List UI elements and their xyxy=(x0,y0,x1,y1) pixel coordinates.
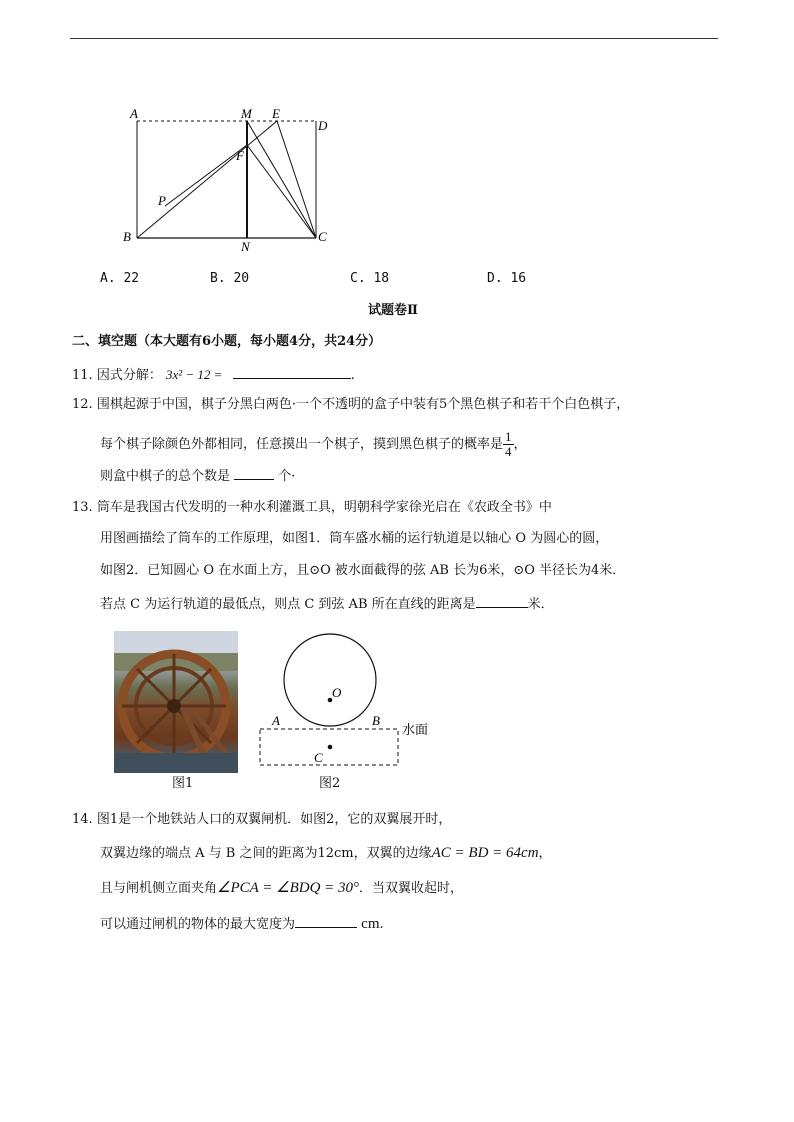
label-C2: C xyxy=(314,750,323,765)
q14-line1-text: 图1是一个地铁站人口的双翼闸机．如图2，它的双翼展开时， xyxy=(96,812,452,827)
q13-line4 xyxy=(100,595,554,613)
question-11: 11. 因式分解： 3x² − 12 = . xyxy=(72,367,355,383)
q11-answer-blank xyxy=(233,366,351,379)
label-P: P xyxy=(158,193,166,208)
q11-prefix: 因式分解： xyxy=(96,368,162,383)
q14-line2-prefix: 双翼边缘的端点 A 与 B 之间的距离为12cm，双翼的边缘 xyxy=(100,846,432,861)
choice-d: D. 16 xyxy=(487,271,527,286)
q14-line3-suffix: ．当双翼收起时， xyxy=(359,881,464,896)
label-B2: B xyxy=(372,713,380,728)
q12-answer-blank xyxy=(234,467,274,480)
fraction-denominator: 4 xyxy=(505,444,512,459)
label-N: N xyxy=(241,239,250,254)
q14-answer-blank xyxy=(295,915,357,928)
q12-number: 12. xyxy=(72,397,93,412)
fraction-numerator: 1 xyxy=(505,429,512,444)
q12-line2 xyxy=(100,430,527,459)
q12-line3 xyxy=(100,467,295,485)
label-C: C xyxy=(318,229,327,244)
q13-line4-suffix: 米． xyxy=(527,597,554,612)
segment-PF xyxy=(165,145,247,206)
point-C xyxy=(328,745,333,750)
water-wheel-icon xyxy=(114,631,238,773)
q14-line4-end: . xyxy=(379,917,384,932)
q13-number: 13. xyxy=(72,500,93,515)
choice-b: B. 20 xyxy=(210,271,250,286)
q14-length-equation: AC = BD = 64cm xyxy=(431,845,539,861)
q14-line4-prefix: 可以通过闸机的物体的最大宽度为 xyxy=(100,917,296,932)
section-title: 试题卷Ⅱ xyxy=(368,303,418,318)
q12-line3-suffix: 个· xyxy=(278,469,296,484)
q13-line3: 如图2．已知圆心 O 在水面上方，且⊙O 被水面截得的弦 AB 长为6米，⊙O 半径长为4米． xyxy=(100,563,626,578)
q12-line3-prefix: 则盒中棋子的总个数是 xyxy=(100,469,231,484)
circle-water-diagram xyxy=(250,630,440,775)
q14-line2 xyxy=(100,845,552,862)
q14-line3 xyxy=(100,880,463,897)
segment-FC xyxy=(247,145,316,238)
q14-unit: cm xyxy=(361,916,380,932)
segment-BE xyxy=(137,121,277,238)
q14-angle-equation: ∠PCA = ∠BDQ = 30° xyxy=(217,880,360,896)
q11-number: 11. xyxy=(72,368,93,383)
label-B: B xyxy=(123,229,131,244)
geometry-figure-rectangle xyxy=(110,100,340,260)
q11-expression: 3x² − 12 = xyxy=(165,367,223,382)
q12-line1-text: 围棋起源于中国，棋子分黑白两色·一个不透明的盒子中装有5个黑色棋子和若干个白色棋子， xyxy=(96,397,630,412)
label-A2: A xyxy=(272,713,280,728)
q12-line2-text: 每个棋子除颜色外都相同，任意摸出一个棋子，摸到黑色棋子的概率是 xyxy=(100,437,504,452)
label-F: F xyxy=(236,148,244,163)
segment-MC xyxy=(247,121,316,238)
q13-line1-text: 筒车是我国古代发明的一种水利灌溉工具，明朝科学家徐光启在《农政全书》中 xyxy=(96,500,552,515)
part2-heading: 二、填空题（本大题有6小题，每小题4分，共24分） xyxy=(72,334,382,349)
q14-line1 xyxy=(72,812,451,828)
label-M: M xyxy=(241,106,252,121)
circle-O xyxy=(284,634,376,726)
header-rule xyxy=(70,38,718,39)
water-surface-label: 水面 xyxy=(402,722,429,737)
q13-line2: 用图画描绘了筒车的工作原理，如图1．筒车盛水桶的运行轨道是以轴心 O 为圆心的圆， xyxy=(100,531,609,546)
q14-line3-prefix: 且与闸机侧立面夹角 xyxy=(100,881,218,896)
q13-answer-blank xyxy=(476,595,528,608)
label-O: O xyxy=(332,685,342,700)
fig1-caption: 图1 xyxy=(172,776,194,791)
water-wheel-photo xyxy=(114,631,238,773)
fig2-caption: 图2 xyxy=(319,776,341,791)
q14-line4 xyxy=(100,915,384,933)
q14-number: 14. xyxy=(72,812,93,827)
q13-line1 xyxy=(72,500,552,516)
q13-line4-prefix: 若点 C 为运行轨道的最低点，则点 C 到弦 AB 所在直线的距离是 xyxy=(100,597,476,612)
label-E: E xyxy=(272,106,280,121)
segment-EC xyxy=(277,121,316,238)
label-D: D xyxy=(318,118,328,133)
choice-c: C. 18 xyxy=(350,271,390,286)
q14-line2-end: ， xyxy=(538,846,552,861)
label-A: A xyxy=(130,106,138,121)
q12-line2-end: ， xyxy=(513,437,527,452)
q12-fraction xyxy=(503,430,514,459)
q12-line1 xyxy=(72,397,629,413)
choice-a: A. 22 xyxy=(100,271,140,286)
